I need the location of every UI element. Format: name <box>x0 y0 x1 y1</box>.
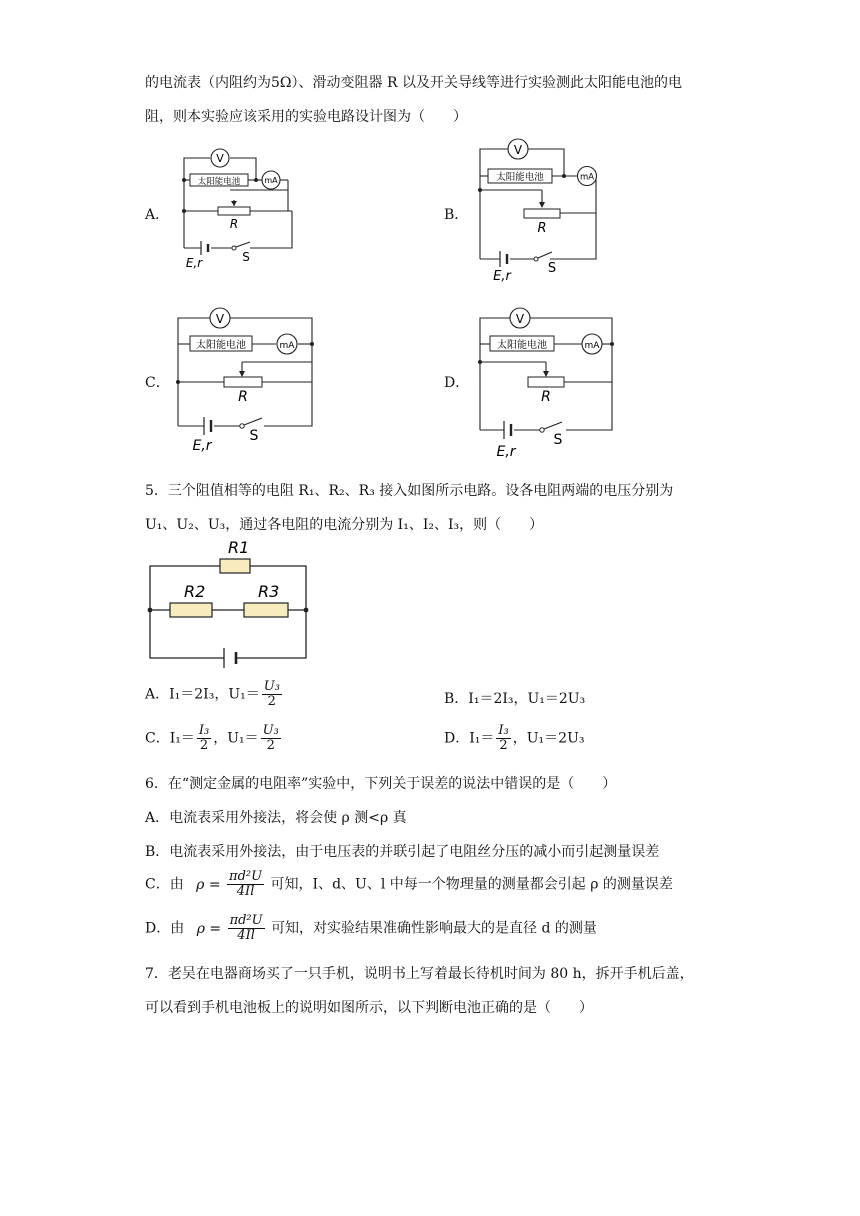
q4-option-b-label: B． <box>444 207 469 223</box>
ammeter-label: mA <box>264 176 278 185</box>
q6-text-line1: 6．在“测定金属的电阻率”实验中，下列关于误差的说法中错误的是（ ） <box>145 776 617 792</box>
source-label: E,r <box>493 269 511 284</box>
q5-circuit <box>140 536 320 668</box>
battery-label: 太阳能电池 <box>197 177 241 187</box>
formula-lhs: ρ = <box>196 920 222 937</box>
switch-label: S <box>242 250 250 264</box>
source-label: E,r <box>192 438 212 454</box>
switch-label: S <box>249 428 259 444</box>
voltmeter-label: V <box>216 152 224 165</box>
resistivity-formula: $\frac{\text{πd²U}}{4Il}$ <box>229 913 263 943</box>
q5-option-a-text: I₁＝2I₃，U₁＝ <box>169 686 260 703</box>
battery-label: 太阳能电池 <box>496 172 544 183</box>
q4-option-c-label: C． <box>145 375 170 391</box>
voltmeter-label: V <box>215 312 225 326</box>
rheostat-label: R <box>537 221 547 236</box>
q5-option-b-label: B． <box>444 691 469 707</box>
battery-label: 太阳能电池 <box>196 340 246 351</box>
q5-option-a-label: A． <box>145 686 170 703</box>
voltmeter-label: V <box>515 312 525 326</box>
voltmeter-label: V <box>513 143 523 157</box>
ammeter-label: mA <box>584 341 600 351</box>
q5-option-a <box>145 680 284 709</box>
q5-option-b-text: I₁＝2I₃，U₁＝2U₃ <box>468 691 586 707</box>
q7-text-line1: 7．老吴在电器商场买了一只手机，说明书上写着最长待机时间为 80 h，拆开手机后盖， <box>145 966 694 982</box>
resistivity-formula: $\frac{\text{πd²U}}{4Il}$ <box>229 869 263 899</box>
resistor-r1-label: R1 <box>228 538 250 557</box>
q6-option-b: B．电流表采用外接法，由于电压表的并联引起了电阻丝分压的减小而引起测量误差 <box>145 844 660 860</box>
resistor-r2-label: R2 <box>184 582 206 601</box>
q4-circuit-c <box>168 298 328 463</box>
fraction: $\frac{\text{U₃}}{2}$ <box>263 679 280 709</box>
q5-text-line1: 5．三个阻值相等的电阻 R₁、R₂、R₃ 接入如图所示电路。设各电阻两端的电压分别为 <box>145 483 674 499</box>
q4-option-d-label: D． <box>444 375 470 391</box>
q5-option-c: C．I₁＝ $\frac{\text{I₃}}{2}$ ，U₁＝ $\frac{\text{U₃}}{2}$ <box>145 723 279 753</box>
resistor-r3-label: R3 <box>258 582 280 601</box>
rheostat-label: R <box>541 389 551 405</box>
q5-option-d: D．I₁＝ $\frac{\text{I₃}}{2}$ ，U₁＝2U₃ <box>444 723 585 753</box>
q6-option-d: D．由 ρ = $\frac{\text{πd²U}}{4Il}$ 可知，对实验结果准确性影响最大的是直径 d 的测量 <box>145 913 597 943</box>
rheostat-label: R <box>238 389 248 405</box>
switch-label: S <box>547 261 557 276</box>
source-label: E,r <box>185 256 203 270</box>
q4-circuit-a <box>170 140 310 275</box>
q4-text-line2: 阻，则本实验应该采用的实验电路设计图为（ ） <box>145 109 467 125</box>
ammeter-label: mA <box>279 341 295 351</box>
fraction: $\frac{\text{I₃}}{2}$ <box>498 723 509 753</box>
q7-text-line2: 可以看到手机电池板上的说明如图所示，以下判断电池正确的是（ ） <box>145 1000 593 1016</box>
fraction: $\frac{\text{U₃}}{2}$ <box>262 723 279 753</box>
q4-text-line1: 的电流表（内阻约为5Ω）、滑动变阻器 R 以及开关导线等进行实验测此太阳能电池的电 <box>145 75 682 91</box>
q4-circuit-d <box>468 298 628 463</box>
switch-label: S <box>553 432 563 448</box>
battery-label: 太阳能电池 <box>497 340 547 351</box>
q5-option-d-label: D． <box>444 730 470 747</box>
q5-option-c-label: C． <box>145 730 170 747</box>
source-label: E,r <box>496 444 516 460</box>
q5-text-line2: U₁、U₂、U₃，通过各电阻的电流分别为 I₁、I₂、I₃，则（ ） <box>145 517 544 533</box>
rheostat-label: R <box>229 217 239 231</box>
q4-option-a-label: A． <box>145 207 170 223</box>
formula-lhs: ρ = <box>196 876 221 893</box>
q5-option-b <box>444 688 585 708</box>
q6-option-a: A．电流表采用外接法，将会使 ρ 测<ρ 真 <box>145 810 407 826</box>
fraction: $\frac{\text{I₃}}{2}$ <box>198 723 210 753</box>
q6-option-c: C．由 ρ = $\frac{\text{πd²U}}{4Il}$ 可知，I、d、U、l 中每一个物理量的测量都会引起 ρ 的测量误差 <box>145 869 673 899</box>
ammeter-label: mA <box>579 172 595 183</box>
q4-circuit-b <box>468 134 618 284</box>
